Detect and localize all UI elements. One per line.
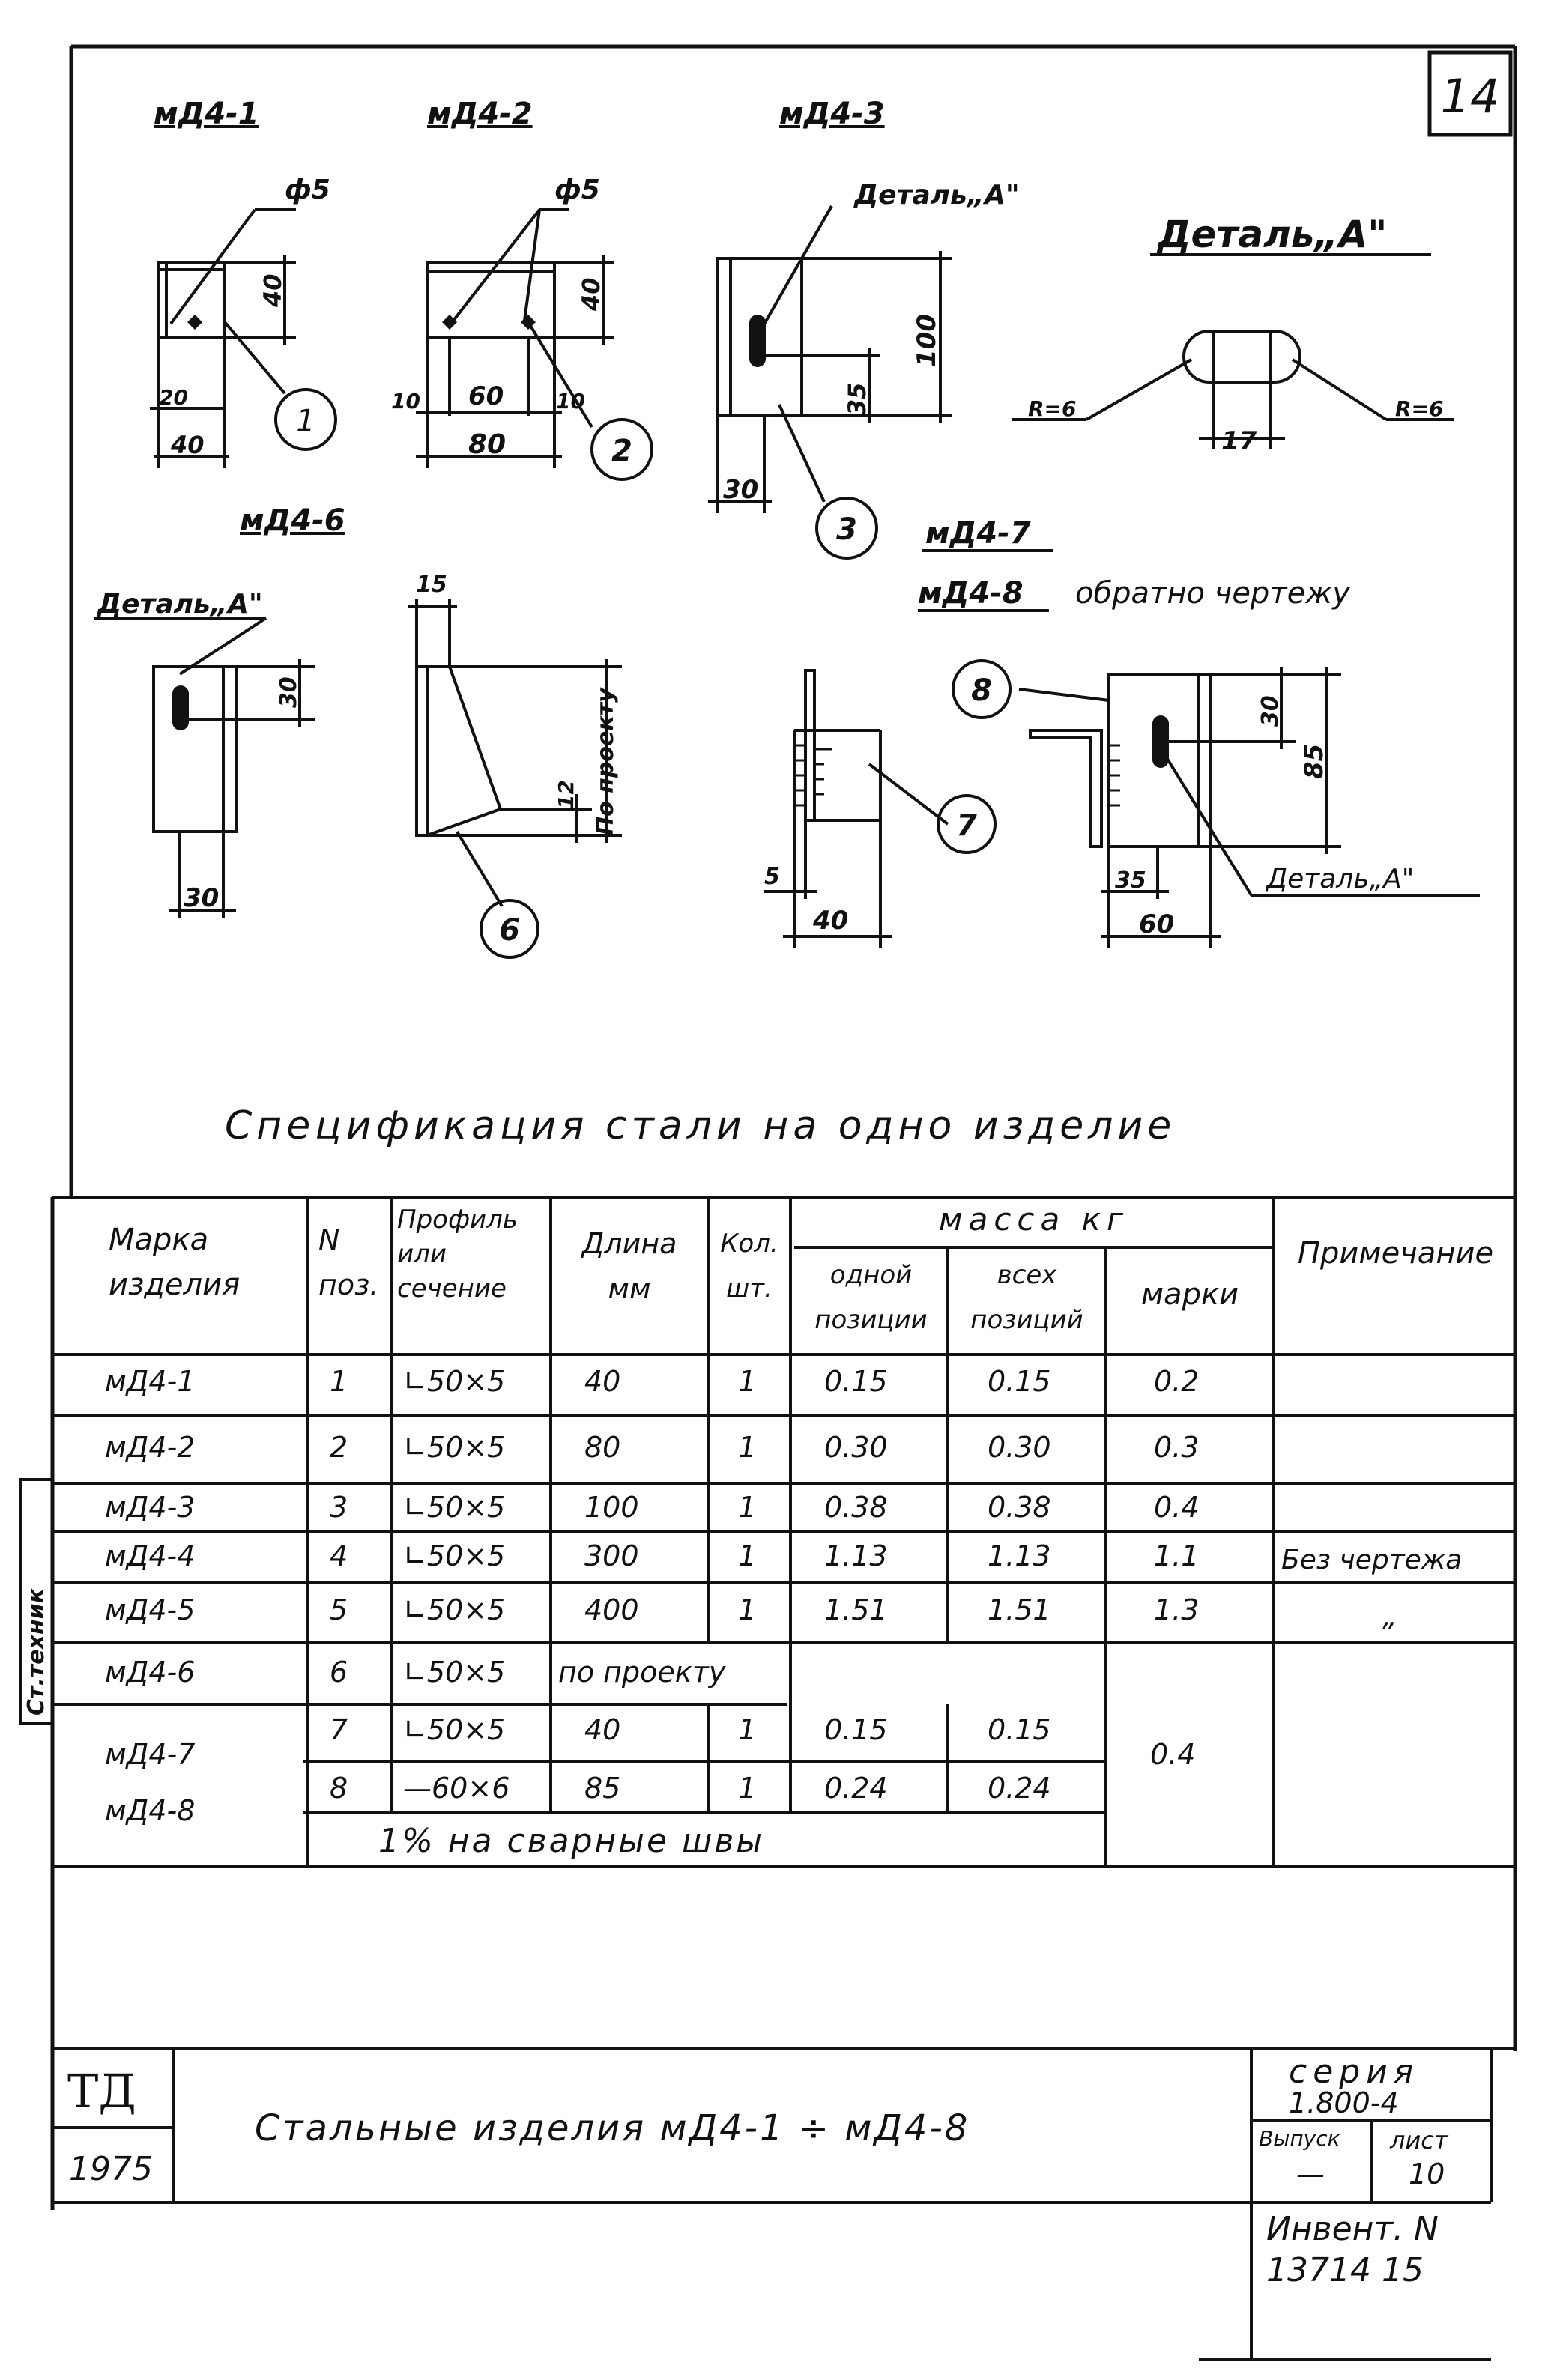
r7-all: 0.15 [988,1713,1051,1746]
md6-label: мД4-6 [240,503,345,538]
r6-marka: мД4-6 [105,1656,196,1689]
r3-pos: 3 [330,1491,348,1524]
th-qty: Кол. шт. [720,1229,778,1303]
r3-marka: мД4-3 [105,1491,196,1524]
r4-mark: 1.1 [1154,1539,1200,1572]
r7-mark: 0.4 [1150,1738,1196,1771]
r8-one: 0.24 [824,1772,888,1805]
th-mass: масса кг [938,1201,1130,1238]
th-note: Примечание [1297,1236,1494,1271]
inv-label: Инвент. N [1266,2210,1439,2248]
md8-callout: 8 [971,673,992,708]
r4-length: 300 [584,1539,639,1572]
r6-length: по проекту [558,1656,726,1689]
md1-hole: ф5 [285,175,330,205]
md8-h1: 30 [1257,695,1284,727]
detailA-label: Деталь„A" [1158,213,1388,256]
r4-marka: мД4-4 [105,1539,196,1572]
md8-a: 35 [1115,867,1146,894]
r4-pos: 4 [330,1539,348,1572]
r1-pos: 1 [330,1365,348,1398]
issue-value: — [1296,2158,1325,2190]
md8-label: мД4-8 [918,576,1024,611]
spec-title: Спецификация стали на одно изделие [225,1103,1176,1148]
r2-one: 0.30 [824,1431,888,1464]
detailA-r-left: R=6 [1028,396,1077,421]
md7-callout: 7 [956,808,977,843]
r1-one: 0.15 [824,1365,888,1398]
issue-label: Выпуск [1259,2126,1340,2151]
md3-h: 100 [912,314,942,367]
r7-marka: мД4-7 [105,1738,196,1771]
r2-mark: 0.3 [1154,1431,1200,1464]
series-label: серия [1289,2053,1420,2091]
md4a-h: 30 [276,676,302,708]
md7-label: мД4-7 [925,516,1031,551]
r5-marka: мД4-5 [105,1593,196,1626]
sheet-label: лист [1390,2126,1448,2155]
r7-length: 40 [584,1713,621,1746]
md1-low: 20 [159,385,188,410]
md2-w: 80 [468,429,507,460]
r8-length: 85 [584,1772,621,1805]
th-mass-all: всех позиций [970,1260,1083,1335]
sheet-value: 10 [1409,2158,1445,2190]
md2-callout: 2 [611,434,632,468]
md8-w: 60 [1139,909,1175,939]
md8-note: обратно чертежу [1075,576,1350,611]
md2-hole: ф5 [554,175,600,205]
th-marka: Марка изделия [109,1223,241,1302]
r5-all: 1.51 [988,1593,1051,1626]
r8-all: 0.24 [988,1772,1051,1805]
r1-mark: 0.2 [1154,1365,1200,1398]
r5-pos: 5 [330,1593,348,1626]
th-profile: Профиль или сечение [397,1205,518,1303]
r2-pos: 2 [330,1431,348,1464]
r2-marka: мД4-2 [105,1431,196,1464]
r4-one: 1.13 [824,1539,888,1572]
md7-a: 5 [764,864,780,890]
r3-qty: 1 [738,1491,757,1524]
md2-label: мД4-2 [427,97,533,131]
r3-one: 0.38 [824,1491,888,1524]
r5-qty: 1 [738,1593,757,1626]
r3-mark: 0.4 [1154,1491,1200,1524]
r7-profile: ∟50×5 [403,1713,506,1746]
md8-detail-ref: Деталь„A" [1266,864,1415,894]
th-mass-mark: марки [1140,1277,1239,1312]
r2-qty: 1 [738,1431,757,1464]
r3-profile: ∟50×5 [403,1491,506,1524]
md3-w: 30 [723,475,759,505]
md4a-detail-ref: Деталь„A" [97,589,263,620]
md1-label: мД4-1 [154,97,259,131]
r8-qty: 1 [738,1772,757,1805]
r1-marka: мД4-1 [105,1365,196,1398]
detailA-dim: 17 [1221,426,1257,456]
md2-l: 10 [391,389,420,414]
md8-h2: 85 [1299,743,1329,779]
md7-w: 40 [813,906,849,936]
drawing-title: Стальные изделия мД4-1 ÷ мД4-8 [255,2107,970,2149]
r7-one: 0.15 [824,1713,888,1746]
sheet-number: 14 [1440,69,1500,124]
r4-profile: ∟50×5 [403,1539,506,1572]
r8-profile: —60×6 [403,1772,510,1805]
series-value: 1.800-4 [1289,2086,1399,2119]
th-pos: N поз. [318,1223,379,1301]
r5-one: 1.51 [824,1593,888,1626]
md2-mid: 60 [468,381,504,411]
r5-mark: 1.3 [1154,1593,1200,1626]
r5-profile: ∟50×5 [403,1593,506,1626]
md3-mid: 35 [843,382,871,416]
md6-callout: 6 [499,913,520,948]
r1-profile: ∟50×5 [403,1365,506,1398]
r6-pos: 6 [330,1656,348,1689]
r2-all: 0.30 [988,1431,1051,1464]
md1-w: 40 [171,431,205,459]
detailA-r-right: R=6 [1395,396,1444,421]
side-stamp: Ст.техник [23,1588,49,1716]
md1-callout: 1 [296,404,315,438]
welds-note: 1% на сварные швы [378,1822,765,1860]
r3-all: 0.38 [988,1491,1051,1524]
md3-detail-ref: Деталь„A" [854,180,1020,211]
md2-r: 10 [556,389,585,414]
r5-note: „ [1382,1599,1397,1632]
md3-label: мД4-3 [779,97,885,131]
r6-profile: ∟50×5 [403,1656,506,1689]
logo-td: ТД [67,2064,136,2119]
r2-profile: ∟50×5 [403,1431,506,1464]
md6-side: По проекту [593,688,619,835]
md1-h: 40 [259,273,287,307]
md6-low: 12 [554,780,578,809]
r8-marka: мД4-8 [105,1794,196,1827]
r5-length: 400 [584,1593,639,1626]
r1-qty: 1 [738,1365,757,1398]
r8-pos: 8 [330,1772,348,1805]
r4-qty: 1 [738,1539,757,1572]
r7-pos: 7 [330,1713,348,1746]
r4-note: Без чертежа [1281,1545,1463,1575]
md2-h: 40 [577,277,605,311]
th-length: Длина мм [581,1227,677,1305]
md6-top: 15 [416,572,447,598]
r7-qty: 1 [738,1713,757,1746]
year: 1975 [69,2150,153,2188]
inv-value: 13714 15 [1266,2251,1424,2289]
r3-length: 100 [584,1491,639,1524]
md3-callout: 3 [836,512,857,547]
r4-all: 1.13 [988,1539,1051,1572]
md4a-w: 30 [184,883,220,913]
th-mass-one: одной позиции [814,1260,928,1335]
r2-length: 80 [584,1431,621,1464]
r1-length: 40 [584,1365,621,1398]
r1-all: 0.15 [988,1365,1051,1398]
